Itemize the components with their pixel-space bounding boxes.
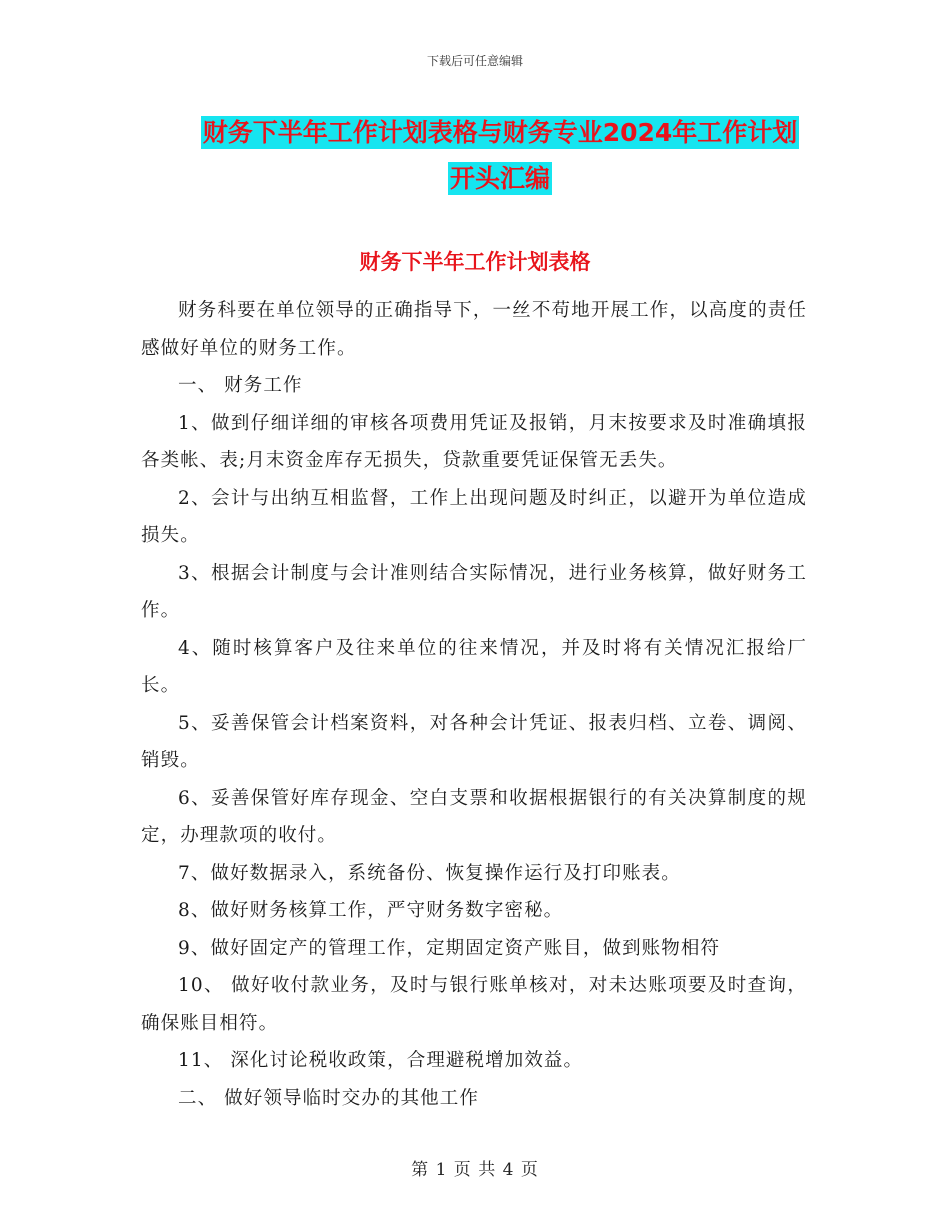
document-title: [140, 110, 860, 202]
list-item-2: 2、会计与出纳互相监督，工作上出现问题及时纠正，以避开为单位造成损失。: [141, 487, 807, 546]
header-note: 下载后可任意编辑: [426, 54, 523, 68]
section-title: 财务下半年工作计划表格: [359, 250, 591, 274]
page-number-footer: 第 1 页 共 4 页: [411, 1160, 539, 1180]
paragraph-intro: 财务科要在单位领导的正确指导下，一丝不苟地开展工作，以高度的责任感做好单位的财务工作。: [141, 300, 807, 359]
list-item-9: 9、做好固定产的管理工作，定期固定资产账目，做到账物相符: [178, 937, 721, 959]
list-item-1: 1、做到仔细详细的审核各项费用凭证及报销，月末按要求及时准确填报各类帐、表;月末资金库存无损失，贷款重要凭证保管无丢失。: [141, 412, 807, 471]
list-item-3: 3、根据会计制度与会计准则结合实际情况，进行业务核算，做好财务工作。: [141, 562, 807, 621]
list-item-6: 6、妥善保管好库存现金、空白支票和收据根据银行的有关决算制度的规定，办理款项的收付。: [141, 787, 807, 846]
list-item-10: 10、 做好收付款业务，及时与银行账单核对，对未达账项要及时查询，确保账目相符。: [141, 975, 807, 1034]
list-item-8: 8、做好财务核算工作，严守财务数字密秘。: [178, 900, 564, 921]
list-item-11: 11、 深化讨论税收政策，合理避税增加效益。: [178, 1050, 584, 1071]
list-item-4: 4、随时核算客户及往来单位的往来情况，并及时将有关情况汇报给厂长。: [141, 637, 807, 696]
heading-other-work: 二、 做好领导临时交办的其他工作: [178, 1087, 479, 1109]
document-title-line-2: 开头汇编: [449, 164, 550, 193]
document-title-line-1: 财务下半年工作计划表格与财务专业2024年工作计划: [202, 118, 798, 147]
document-body: [141, 292, 807, 1117]
list-item-5: 5、妥善保管会计档案资料，对各种会计凭证、报表归档、立卷、调阅、销毁。: [141, 712, 807, 771]
list-item-7: 7、做好数据录入，系统备份、恢复操作运行及打印账表。: [178, 862, 681, 884]
heading-finance-work: 一、 财务工作: [178, 375, 303, 396]
